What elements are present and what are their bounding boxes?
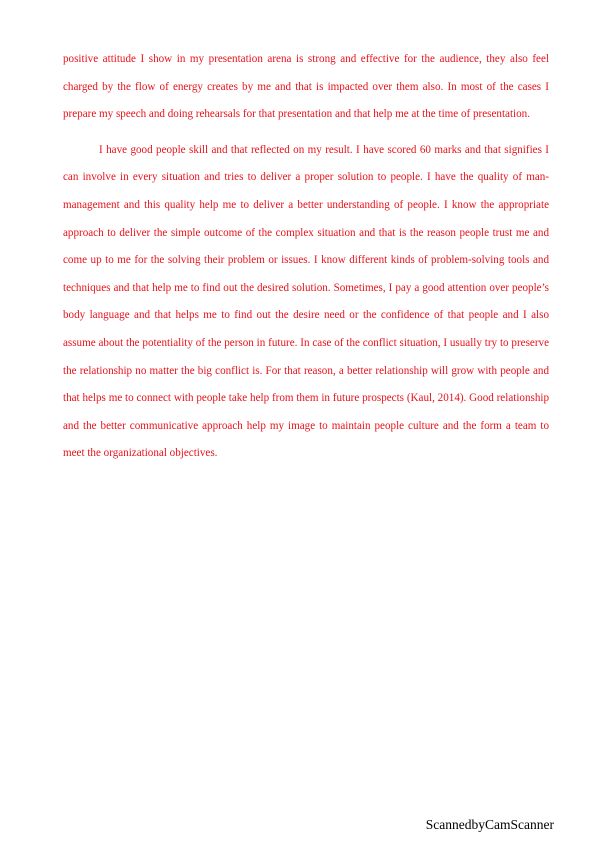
camscanner-watermark: ScannedbyCamScanner <box>425 817 554 832</box>
paragraph-people-skill: I have good people skill and that reflected on my result. I have scored 60 marks and that signifies I can involve in every situation and tries to deliver a proper solution to people. I have the quality of man-management and this quality help me to deliver a better understanding of people. I know the appropriate approach to deliver the simple outcome of the complex situation and that is the reason people trust me and come up to me for the solving their problem or issues. I know different kinds of problem-solving tools and techniques and that help me to find out the desired solution. Sometimes, I pay a good attention over people’s body language and that helps me to find out the desire need or the confidence of that people and I also assume about the potentiality of the person in future. In case of the conflict situation, I usually try to preserve the relationship no matter the big conflict is. For that reason, a better relationship will grow with people and that helps me to connect with people take help from them in future prospects (Kaul, 2014). Good relationship and the better communicative approach help my image to maintain people culture and the form a team to meet the organizational objectives. <box>63 143 549 460</box>
paragraph-continuation: positive attitude I show in my presentation arena is strong and effective for the audience, they also feel charged by the flow of energy creates by me and that is impacted over them also. In most of the cases I prepare my speech and doing rehearsals for that presentation and that help me at the time of presentation. <box>63 53 549 121</box>
document-body <box>63 46 549 468</box>
